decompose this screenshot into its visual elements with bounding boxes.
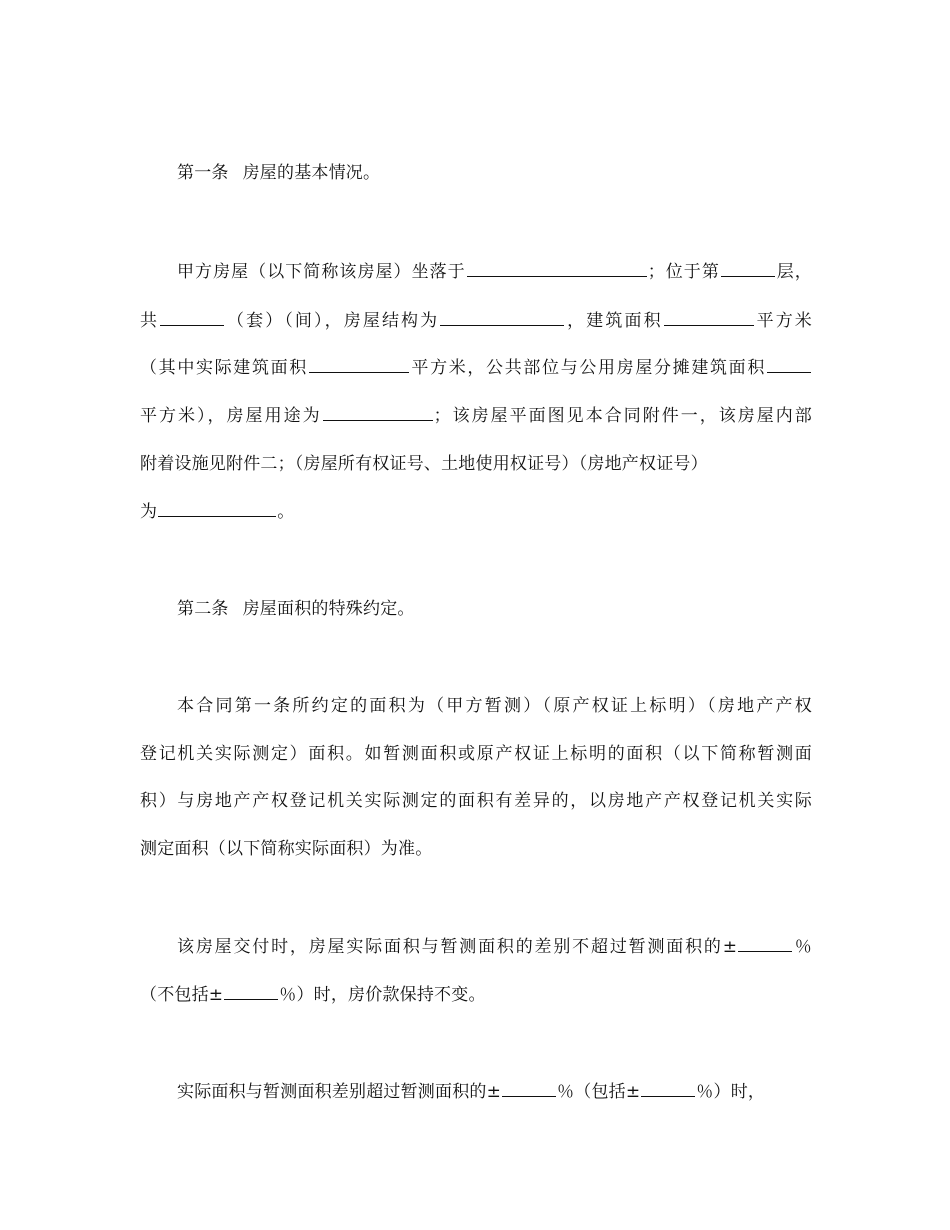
text-segment: ，建筑面积 <box>565 311 663 331</box>
article-1-heading <box>177 161 812 185</box>
location-blank <box>467 259 647 277</box>
article-2-number: 第二条 <box>177 599 229 619</box>
text-segment: 实际面积与暂测面积差别超过暂测面积的± <box>177 1082 502 1102</box>
article-2-p1-line-3 <box>140 789 812 813</box>
text-segment: 平方米），房屋用途为 <box>140 406 322 426</box>
text-segment: 积）与房地产产权登记机关实际测定的面积有差异的，以房地产产权登记机关实际 <box>140 791 812 811</box>
article-1-line-5 <box>140 452 812 476</box>
structure-blank <box>440 308 564 326</box>
floor-blank <box>721 259 775 277</box>
article-1-number: 第一条 <box>177 163 229 183</box>
text-segment: 为 <box>140 502 158 522</box>
usage-blank <box>323 403 433 421</box>
article-2-p3-line-1 <box>177 1079 812 1103</box>
article-2-p1-line-4 <box>140 837 812 861</box>
article-2-p2-line-2 <box>140 982 812 1006</box>
text-segment: （不包括± <box>140 985 224 1005</box>
text-segment: 。 <box>277 502 295 522</box>
text-segment: ％）时， <box>696 1082 766 1102</box>
text-segment: 共 <box>140 311 160 331</box>
article-2-heading <box>177 597 812 621</box>
text-segment: ；位于第 <box>647 262 720 282</box>
text-segment: ％）时，房价款保持不变。 <box>279 985 486 1005</box>
article-1-line-1 <box>177 259 812 283</box>
text-segment: 层， <box>775 262 812 282</box>
article-1-line-2 <box>140 308 812 332</box>
text-segment: 附着设施见附件二；（房屋所有权证号、土地使用权证号）（房地产权证号） <box>140 454 708 474</box>
building-area-blank <box>664 308 754 326</box>
article-1-line-6 <box>140 499 812 523</box>
shared-area-blank <box>767 355 811 373</box>
text-segment: ％（包括± <box>557 1082 641 1102</box>
text-segment: 测定面积（以下简称实际面积）为准。 <box>140 839 433 859</box>
text-segment: 平方米 <box>754 311 812 331</box>
text-segment: 本合同第一条所约定的面积为（甲方暂测）（原产权证上标明）（房地产产权 <box>177 696 812 716</box>
text-segment: （其中实际建筑面积 <box>140 358 308 378</box>
article-1-title: 房屋的基本情况。 <box>242 163 381 183</box>
article-2-title: 房屋面积的特殊约定。 <box>242 599 415 619</box>
text-segment: 登记机关实际测定）面积。如暂测面积或原产权证上标明的面积（以下简称暂测面 <box>140 744 812 764</box>
text-segment: ％ <box>793 937 812 957</box>
actual-area-blank <box>309 355 409 373</box>
text-segment: 平方米，公共部位与公用房屋分摊建筑面积 <box>409 358 766 378</box>
certificate-number-blank <box>158 499 276 517</box>
article-1-line-4 <box>140 403 812 427</box>
unit-count-blank <box>160 308 224 326</box>
tolerance-exclusive-blank <box>224 982 278 1000</box>
article-2-p2-line-1 <box>177 934 812 958</box>
text-segment: 该房屋交付时，房屋实际面积与暂测面积的差别不超过暂测面积的± <box>177 937 738 957</box>
tolerance-blank <box>738 934 792 952</box>
text-segment: ；该房屋平面图见本合同附件一，该房屋内部 <box>433 406 813 426</box>
article-2-p1-line-2 <box>140 742 812 766</box>
article-1-line-3 <box>140 355 812 379</box>
excess-tolerance-inclusive-blank <box>641 1079 695 1097</box>
article-2-p1-line-1 <box>177 694 812 718</box>
text-segment: 甲方房屋（以下简称该房屋）坐落于 <box>177 262 466 282</box>
excess-tolerance-blank <box>502 1079 556 1097</box>
text-segment: （套）（间），房屋结构为 <box>225 311 440 331</box>
